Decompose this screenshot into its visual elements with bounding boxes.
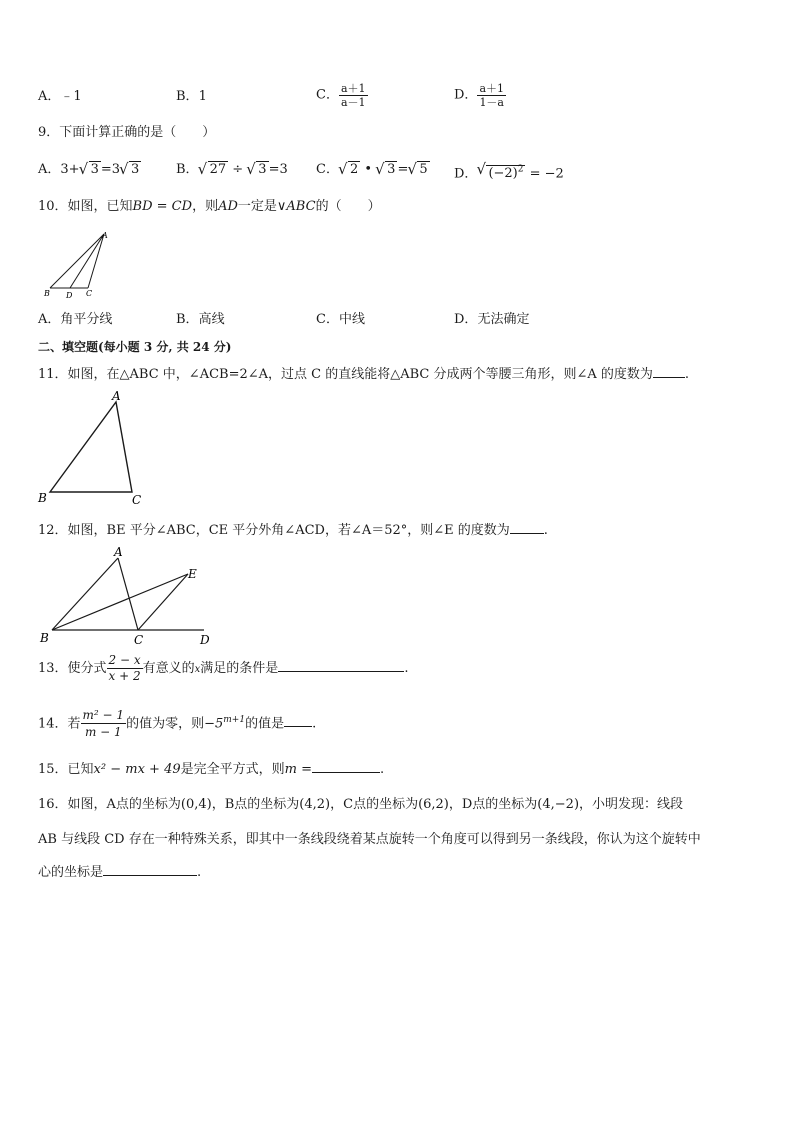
q8-option-a: A．﹣1	[38, 89, 82, 104]
q12-figure	[36, 542, 226, 646]
q10-figure	[36, 228, 116, 304]
q12-segment-be	[52, 574, 188, 630]
q11-label-a: A	[112, 389, 121, 403]
q10-stem: 10．如图，已知BD = CD，则AD一定是∨ABC的（ ）	[38, 199, 381, 214]
section-title: 二、填空题(每小题 3 分, 共 24 分)	[38, 340, 232, 354]
q8-option-c: C． $\frac{a+1}{a-1}$	[316, 82, 366, 109]
q8-option-d: D． $\frac{a+1}{1-a}$	[454, 82, 504, 109]
q13-answer-blank[interactable]	[278, 659, 404, 672]
q9-option-c: C．√ 2 • √ 3 =√ 5	[316, 162, 430, 178]
q10-option-a: A．角平分线	[38, 312, 113, 327]
q8-option-b: B．1	[176, 89, 207, 104]
q12-label-a: A	[114, 545, 123, 559]
q11-label-b: B	[38, 491, 47, 505]
q12-label-c: C	[134, 633, 144, 646]
q12-text: 12．如图，BE 平分∠ABC，CE 平分外角∠ACD，若∠A＝52°，则∠E 的度数为 .	[38, 523, 548, 538]
q9-option-a: A．3+√ 3 =3√ 3	[38, 162, 141, 178]
q9-stem: 9．下面计算正确的是（ ）	[38, 125, 216, 140]
q11-answer-blank[interactable]	[653, 365, 685, 378]
q14-text: 14．若 $\frac{\text{m² − 1}}{m - 1}$ 的值为零，则$-5^{m+1}$的值是 .	[38, 708, 317, 740]
q11-figure	[34, 388, 154, 510]
q10-segment-ad	[70, 234, 104, 288]
q14-answer-blank[interactable]	[284, 714, 312, 727]
q12-label-b: B	[40, 631, 49, 645]
q10-label-b: B	[44, 289, 50, 298]
q12-answer-blank[interactable]	[510, 521, 544, 534]
q10-option-c: C．中线	[316, 312, 365, 327]
q13-text: 13．使分式 $\frac{2 - x}{x + 2}$ 有意义的x满足的条件是 .	[38, 653, 409, 683]
q16-line-2: AB 与线段 CD 存在一种特殊关系，即其中一条线段绕着某点旋转一个角度可以得到另一条线段，你认为这个旋转中	[38, 832, 701, 847]
q12-label-e: E	[188, 567, 197, 581]
q10-label-d: D	[66, 291, 73, 300]
q16-answer-blank[interactable]	[103, 863, 197, 876]
q9-option-d: D．√ $(-2)^2 = -2$	[454, 162, 564, 182]
q12-segment-ce	[138, 574, 188, 630]
q12-side-ac	[118, 558, 138, 630]
q11-triangle	[50, 402, 132, 492]
q15-text: 15．已知x² − mx + 49是完全平方式，则m = .	[38, 762, 385, 777]
q16-line-1: 16．如图，A点的坐标为(0,4)，B点的坐标为(4,2)，C点的坐标为(6,2)，D点的坐标为(4,−2)，小明发现：线段	[38, 797, 684, 812]
q10-option-d: D．无法确定	[454, 312, 530, 327]
q12-side-ab	[52, 558, 118, 630]
q12-label-d: D	[200, 633, 210, 646]
q10-label-c: C	[86, 289, 93, 298]
q11-text: 11．如图，在△ABC 中，∠ACB=2∠A，过点 C 的直线能将△ABC 分成两个等腰三角形，则∠A 的度数为 .	[38, 367, 690, 382]
q16-line-3: 心的坐标是 .	[38, 865, 202, 880]
q10-label-a: A	[102, 231, 108, 240]
q9-option-b: B．√ 27 ÷ √ 3 =3	[176, 162, 288, 178]
q11-label-c: C	[132, 493, 142, 507]
q10-option-b: B．高线	[176, 312, 225, 327]
q15-answer-blank[interactable]	[312, 760, 380, 773]
